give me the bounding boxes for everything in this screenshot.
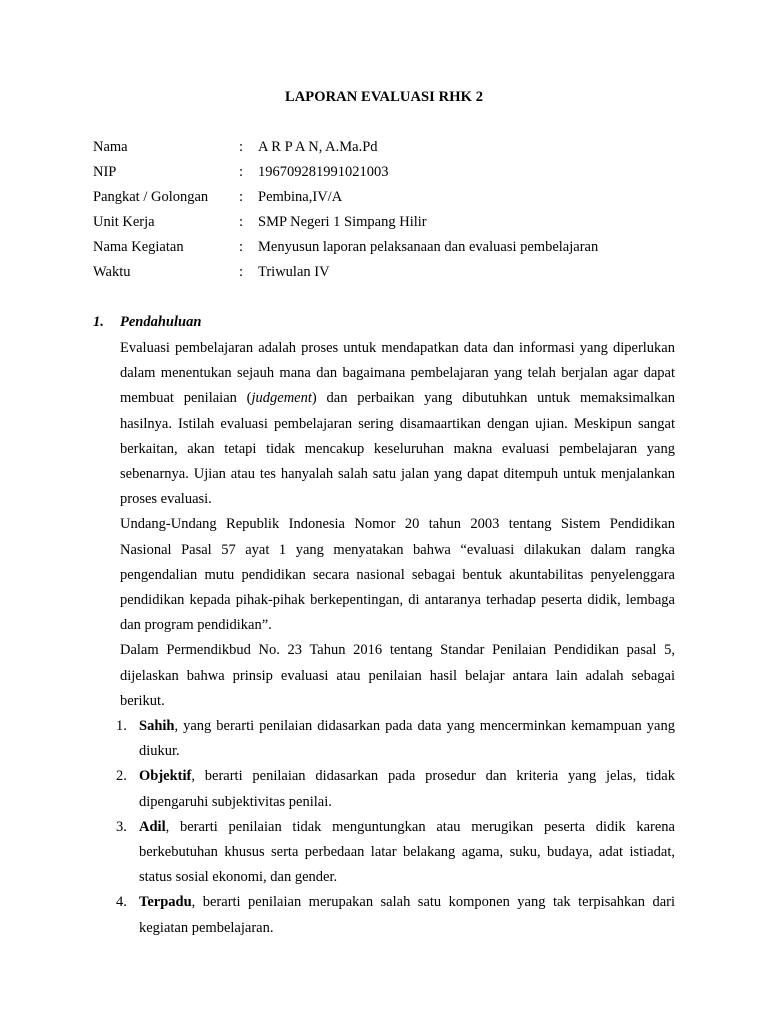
paragraph-3: Dalam Permendikbud No. 23 Tahun 2016 tentang Standar Penilaian Pendidikan pasal 5, dijelaskan bahwa prinsip evaluasi atau penilaian hasil belajar antara lain adalah sebagai berikut. [120,642,675,709]
paragraph-1-italic-term: judgement [251,390,312,407]
info-label: Nama [93,139,128,155]
info-value: Menyusun laporan pelaksanaan dan evaluasi pembelajaran [258,239,599,255]
info-row-unit-kerja [93,213,693,238]
info-row-nama [93,138,693,163]
list-item-term: Objektif [139,768,192,785]
info-colon: : [239,189,244,205]
list-item [116,764,675,814]
info-label: Nama Kegiatan [93,239,184,255]
list-item [116,714,675,764]
principles-list [93,714,675,941]
section-heading [93,314,675,336]
section-pendahuluan [93,314,675,941]
info-colon: : [239,214,244,230]
info-value: SMP Negeri 1 Simpang Hilir [258,214,427,230]
info-colon: : [239,139,244,155]
paragraph-1 [120,336,675,512]
list-item-term: Terpadu [139,894,192,911]
info-row-nip [93,163,693,188]
info-value: A R P A N, A.Ma.Pd [258,139,378,155]
info-label: NIP [93,164,117,180]
info-colon: : [239,264,244,280]
info-label: Waktu [93,264,131,280]
list-item-number: 4. [116,894,127,911]
list-item [116,815,675,891]
info-colon: : [239,164,244,180]
section-title: Pendahuluan [120,314,202,330]
list-item-text: , berarti penilaian merupakan salah satu komponen yang tak terpisahkan dari kegiatan pembelajaran. [139,894,675,936]
info-colon: : [239,239,244,255]
list-item-number: 3. [116,818,127,835]
info-label: Pangkat / Golongan [93,189,209,205]
list-item-text: , berarti penilaian didasarkan pada prosedur dan kriteria yang jelas, tidak dipengaruhi subjektivitas penilai. [139,768,675,810]
info-row-nama-kegiatan [93,238,693,263]
list-item-term: Adil [139,818,166,835]
list-item [116,890,675,940]
info-value: 196709281991021003 [258,164,389,180]
identity-table [93,138,693,288]
list-item-text: , berarti penilaian tidak menguntungkan atau merugikan peserta didik karena berkebutuhan khusus serta perbedaan latar belakang agama, suku, budaya, adat istiadat, status sosial ekonomi, dan gender. [139,818,675,886]
paragraph-1-text-a: Evaluasi pembelajaran adalah proses untuk mendapatkan data dan informasi yang diperlukan dalam menentukan sejauh mana dan bagaimana pembelajaran yang telah berjalan agar dapat membuat penilaian ( [120,340,675,407]
list-item-text: , yang berarti penilaian didasarkan pada data yang mencerminkan kemampuan yang diukur. [139,718,675,760]
info-value: Triwulan IV [258,264,330,280]
info-row-waktu [93,263,693,288]
list-item-number: 1. [116,718,127,735]
list-item-number: 2. [116,768,127,785]
list-item-term: Sahih [139,718,175,735]
paragraph-2: Undang-Undang Republik Indonesia Nomor 20 tahun 2003 tentang Sistem Pendidikan Nasional Pasal 57 ayat 1 yang menyatakan bahwa “evaluasi dilakukan dalam rangka pengendalian mutu pendidikan secara nasional sebagai bentuk akuntabilitas penyelenggara pendidikan kepada pihak-pihak berkepentingan, di antaranya terhadap peserta didik, lembaga dan program pendidikan”. [120,516,675,634]
paragraph-1-text-b: ) dan perbaikan yang dibutuhkan untuk memaksimalkan hasilnya. Istilah evaluasi pembelajaran sering disamaartikan dengan ujian. Meskipun sangat berkaitan, akan tetapi tidak mencakup keseluruhan makna evaluasi pembelajaran yang sebenarnya. Ujian atau tes hanyalah salah satu jalan yang dapat ditempuh untuk menjalankan proses evaluasi. [120,390,675,508]
info-value: Pembina,IV/A [258,189,343,205]
info-row-pangkat [93,188,693,213]
info-label: Unit Kerja [93,214,155,230]
section-number: 1. [93,314,104,330]
document-title: LAPORAN EVALUASI RHK 2 [284,89,484,105]
